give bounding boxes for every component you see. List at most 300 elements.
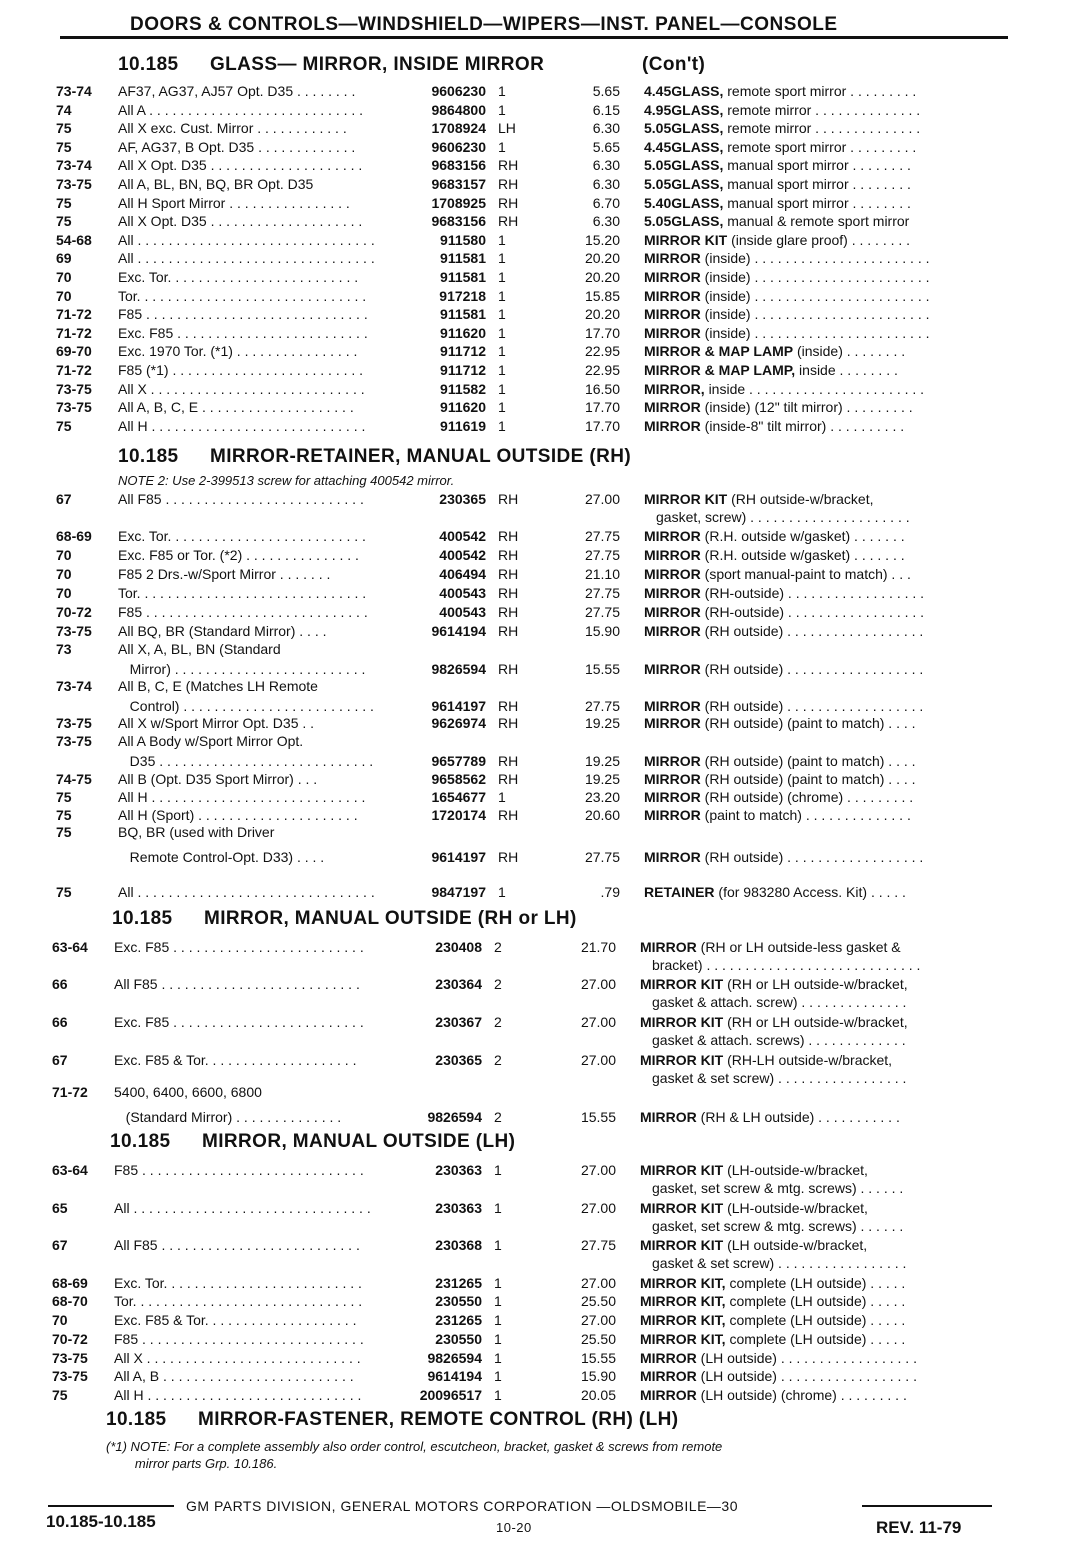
- row-application: Exc. F85 . . . . . . . . . . . . . . . . . . . . . . . . .: [114, 939, 364, 955]
- row-description-detail: manual sport mirror . . . . . . . .: [727, 176, 911, 192]
- row-description: [644, 490, 1004, 508]
- row-description-item: MIRROR: [644, 585, 701, 601]
- row-description: [644, 212, 1004, 230]
- row-description: [644, 287, 1004, 305]
- row-description-item: MIRROR: [644, 417, 701, 434]
- section-title: [106, 1409, 678, 1431]
- row-quantity: RH: [498, 194, 519, 211]
- row-year-range: 67: [52, 1052, 68, 1068]
- row-year-range: 75: [52, 1387, 68, 1403]
- row-year-range: 70: [56, 287, 72, 304]
- row-description: [640, 1236, 1004, 1254]
- row-description-item: MIRROR KIT,: [640, 1275, 726, 1291]
- row-year-range: 73-75: [56, 733, 92, 749]
- row-part-number: 230367: [435, 1014, 482, 1030]
- row-quantity: 2: [494, 1052, 502, 1068]
- row-price: 15.55: [580, 1350, 616, 1366]
- row-description: [644, 324, 1004, 342]
- row-description-detail: (R.H. outside w/gasket) . . . . . . .: [704, 528, 905, 544]
- row-description: [644, 660, 1004, 678]
- row-description: [644, 249, 1004, 267]
- row-application: Tor. . . . . . . . . . . . . . . . . . . . . . . . . . . . . .: [114, 1293, 363, 1309]
- row-price: 20.20: [584, 269, 620, 285]
- row-part-number: 230408: [435, 939, 482, 955]
- row-part-number: 9657789: [431, 753, 486, 769]
- row-quantity: 1: [494, 1275, 502, 1291]
- row-description: [644, 175, 1004, 193]
- footer-page-number: 10-20: [496, 1520, 532, 1535]
- row-quantity: RH: [498, 807, 519, 823]
- table-row: [0, 823, 1086, 842]
- row-application: All . . . . . . . . . . . . . . . . . . . . . . . . . . . . . . .: [118, 231, 375, 248]
- row-year-range: 73-75: [56, 715, 92, 731]
- row-application: AF37, AG37, AJ57 Opt. D35 . . . . . . . .: [118, 83, 356, 99]
- row-description: [644, 101, 1004, 119]
- row-description-item: MIRROR: [644, 287, 701, 304]
- section-title: [118, 446, 631, 468]
- row-description-item: 5.05GLASS,: [644, 213, 724, 230]
- row-price: 5.65: [592, 83, 620, 99]
- row-price: 27.00: [580, 1052, 616, 1068]
- row-application: All A, B . . . . . . . . . . . . . . . . . . . . . . . . .: [114, 1368, 354, 1384]
- row-description: [644, 268, 1004, 286]
- row-description-continuation: gasket & attach. screw) . . . . . . . . . . . . . .: [652, 994, 907, 1010]
- row-quantity: RH: [498, 176, 519, 192]
- row-part-number: 9683156: [431, 213, 486, 230]
- row-description-detail: complete (LH outside) . . . . .: [729, 1331, 906, 1347]
- row-description: [640, 1051, 1004, 1069]
- row-application: All F85 . . . . . . . . . . . . . . . . . . . . . . . . . .: [118, 491, 364, 507]
- table-row: [0, 175, 1086, 194]
- row-year-range: 75: [56, 807, 72, 823]
- section-title: [110, 1131, 515, 1153]
- row-description-detail: (RH outside) (paint to match) . . . .: [704, 771, 916, 787]
- table-row: [0, 1292, 1086, 1311]
- row-description-item: MIRROR: [644, 306, 701, 323]
- row-quantity: 1: [494, 1162, 502, 1178]
- footer-rule-right: [862, 1505, 992, 1507]
- row-description: [640, 1311, 1004, 1329]
- row-description-detail: (for 983280 Access. Kit) . . . . .: [718, 884, 906, 900]
- section-title-text: MIRROR-RETAINER, MANUAL OUTSIDE (RH): [210, 446, 632, 467]
- row-price: 17.70: [584, 399, 620, 416]
- row-price: 27.00: [580, 1162, 616, 1178]
- row-quantity: 1: [494, 1331, 502, 1347]
- section-note: (*1) NOTE: For a complete assembly also order control, escutcheon, bracket, gasket & screws from remote mirror parts Grp. 10.186.: [106, 1439, 723, 1471]
- row-description: [644, 342, 1004, 360]
- row-part-number: 1654677: [431, 789, 486, 805]
- row-application: Control) . . . . . . . . . . . . . . . . . . . . . . . . .: [118, 698, 374, 714]
- row-price: 21.70: [580, 939, 616, 955]
- row-description: [640, 1274, 1004, 1292]
- row-description-item: MIRROR KIT: [644, 491, 728, 507]
- row-quantity: 1: [494, 1387, 502, 1403]
- row-description: [644, 770, 1004, 788]
- row-description-item: MIRROR KIT: [640, 1200, 724, 1216]
- row-application: All H Sport Mirror . . . . . . . . . . . . . . . .: [118, 194, 350, 211]
- row-description-item: MIRROR: [644, 753, 701, 769]
- row-price: 6.30: [592, 213, 620, 230]
- row-part-number: 400543: [439, 585, 486, 601]
- row-part-number: 9614194: [427, 1368, 482, 1384]
- row-description-item: MIRROR: [644, 269, 701, 285]
- row-description-item: MIRROR: [644, 604, 701, 620]
- row-description-detail: (RH outside) (chrome) . . . . . . . . .: [704, 789, 914, 805]
- section-continued-label: (Con't): [642, 54, 706, 75]
- row-year-range: 75: [56, 194, 72, 211]
- footer-revision: REV. 11-79: [876, 1518, 962, 1537]
- row-application: All . . . . . . . . . . . . . . . . . . . . . . . . . . . . . . .: [118, 250, 375, 267]
- row-description-detail: (inside) . . . . . . . . . . . . . . . . . . . . . . .: [704, 306, 930, 323]
- row-part-number: 9864800: [431, 101, 486, 118]
- row-description-item: 5.05GLASS,: [644, 120, 724, 137]
- row-part-number: 9606230: [431, 83, 486, 99]
- row-description: [644, 622, 1004, 640]
- row-application: Remote Control-Opt. D33) . . . .: [118, 849, 325, 865]
- row-price: 27.00: [580, 1200, 616, 1216]
- row-description-detail: (RH & LH outside) . . . . . . . . . . .: [700, 1109, 900, 1125]
- row-description: [644, 883, 1004, 901]
- row-description-item: MIRROR: [644, 547, 701, 563]
- row-description-detail: (LH outside-w/bracket,: [727, 1237, 868, 1253]
- row-description-item: MIRROR KIT: [644, 231, 728, 248]
- table-row: [0, 1386, 1086, 1405]
- row-year-range: 73-74: [56, 157, 92, 174]
- table-row: [0, 324, 1086, 343]
- row-quantity: 1: [498, 101, 506, 118]
- row-price: 19.25: [584, 771, 620, 787]
- row-description-detail: remote mirror . . . . . . . . . . . . . .: [727, 120, 921, 137]
- row-quantity: RH: [498, 566, 519, 582]
- row-year-range: 70: [56, 269, 72, 285]
- section-title: [112, 908, 577, 930]
- row-part-number: 911619: [440, 417, 486, 434]
- row-description-continuation: gasket & attach. screws) . . . . . . . . . . . . .: [652, 1032, 906, 1048]
- row-year-range: 73: [56, 641, 72, 657]
- table-row: [0, 1274, 1086, 1293]
- row-part-number: 406494: [439, 566, 486, 582]
- row-price: 19.25: [584, 715, 620, 731]
- table-row: [0, 1236, 1086, 1255]
- table-row: [0, 975, 1086, 994]
- table-row: [0, 1051, 1086, 1070]
- table-row: [0, 1108, 1086, 1127]
- row-application: F85 . . . . . . . . . . . . . . . . . . . . . . . . . . . . .: [114, 1331, 364, 1347]
- row-part-number: 911620: [440, 399, 486, 416]
- row-description-detail: (RH outside) (paint to match) . . . .: [704, 715, 916, 731]
- row-application: (Standard Mirror) . . . . . . . . . . . . . .: [114, 1109, 342, 1125]
- row-application: All F85 . . . . . . . . . . . . . . . . . . . . . . . . . .: [114, 1237, 360, 1253]
- row-year-range: 69: [56, 250, 72, 267]
- row-description-item: MIRROR KIT: [640, 1052, 724, 1068]
- row-description-detail: remote mirror . . . . . . . . . . . . . .: [727, 101, 921, 118]
- row-year-range: 75: [56, 213, 72, 230]
- table-row: [0, 1083, 1086, 1102]
- row-price: 17.70: [584, 417, 620, 434]
- row-year-range: 67: [56, 491, 72, 507]
- row-quantity: RH: [498, 585, 519, 601]
- row-price: 27.00: [580, 1014, 616, 1030]
- table-row: [0, 883, 1086, 902]
- row-description-detail: (RH-outside) . . . . . . . . . . . . . . . . . .: [704, 585, 925, 601]
- row-year-range: 73-75: [52, 1350, 88, 1366]
- footer-group-range: 10.185-10.185: [46, 1512, 156, 1531]
- row-application: All X . . . . . . . . . . . . . . . . . . . . . . . . . . . .: [118, 380, 365, 397]
- row-description-detail: complete (LH outside) . . . . .: [729, 1293, 906, 1309]
- row-part-number: 9826594: [427, 1350, 482, 1366]
- row-description-detail: (RH-LH outside-w/bracket,: [727, 1052, 893, 1068]
- row-description-detail: (sport manual-paint to match) . . .: [704, 566, 911, 582]
- row-year-range: 73-75: [56, 176, 92, 192]
- row-price: 15.90: [580, 1368, 616, 1384]
- row-price: 15.55: [580, 1109, 616, 1125]
- row-application: F85 . . . . . . . . . . . . . . . . . . . . . . . . . . . . .: [118, 306, 368, 323]
- page-header-title: DOORS & CONTROLS—WINDSHIELD—WIPERS—INST. PANEL—CONSOLE: [130, 14, 838, 35]
- row-application: Exc. Tor. . . . . . . . . . . . . . . . . . . . . . . . . .: [118, 528, 366, 544]
- row-description: [644, 380, 1004, 398]
- row-part-number: 400542: [439, 528, 486, 544]
- row-description: [640, 1161, 1004, 1179]
- row-price: 6.30: [592, 157, 620, 174]
- row-part-number: 400542: [439, 547, 486, 563]
- row-description: [644, 546, 1004, 564]
- row-description-detail: remote sport mirror . . . . . . . . .: [727, 83, 917, 99]
- row-application: 5400, 6400, 6600, 6800: [114, 1084, 262, 1100]
- row-quantity: 2: [494, 1014, 502, 1030]
- row-description-detail: (LH outside) . . . . . . . . . . . . . . . . . .: [700, 1350, 917, 1366]
- row-description: [644, 565, 1004, 583]
- row-part-number: 9683156: [431, 157, 486, 174]
- row-year-range: 73-75: [52, 1368, 88, 1384]
- row-application: Tor. . . . . . . . . . . . . . . . . . . . . . . . . . . . . .: [118, 287, 367, 304]
- row-part-number: 911712: [440, 362, 486, 378]
- table-row: [0, 305, 1086, 324]
- section-title-text: MIRROR, MANUAL OUTSIDE (RH or LH): [204, 908, 577, 929]
- row-description: [644, 82, 1004, 100]
- row-description-continuation: gasket, set screw & mtg. screws) . . . . . .: [652, 1180, 904, 1196]
- row-description: [644, 603, 1004, 621]
- row-description: [644, 361, 1004, 379]
- row-price: .79: [600, 884, 620, 900]
- row-application: All . . . . . . . . . . . . . . . . . . . . . . . . . . . . . . .: [114, 1200, 371, 1216]
- row-description-detail: (RH outside) . . . . . . . . . . . . . . . . . .: [704, 849, 924, 865]
- row-description-detail: (RH outside) . . . . . . . . . . . . . . . . . .: [704, 661, 924, 677]
- row-year-range: 75: [56, 417, 72, 434]
- row-quantity: 2: [494, 976, 502, 992]
- row-description-detail: (LH-outside-w/bracket,: [727, 1162, 868, 1178]
- row-price: 27.00: [580, 1312, 616, 1328]
- row-description-detail: manual sport mirror . . . . . . . .: [727, 157, 911, 174]
- row-quantity: RH: [498, 661, 519, 677]
- row-part-number: 230550: [435, 1293, 482, 1309]
- row-quantity: 1: [498, 343, 506, 360]
- row-part-number: 230550: [435, 1331, 482, 1347]
- row-part-number: 9614197: [431, 698, 486, 714]
- row-application: Exc. F85 or Tor. (*2) . . . . . . . . . . . . . . .: [118, 547, 359, 563]
- row-description-item: MIRROR: [640, 1387, 697, 1403]
- row-application: Tor. . . . . . . . . . . . . . . . . . . . . . . . . . . . . .: [118, 585, 367, 601]
- row-year-range: 73-75: [56, 623, 92, 639]
- row-year-range: 73-75: [56, 399, 92, 416]
- row-description-continuation: gasket & set screw) . . . . . . . . . . . . . . . . .: [652, 1070, 907, 1086]
- table-row: [0, 268, 1086, 287]
- row-description-item: MIRROR KIT: [640, 1162, 724, 1178]
- row-quantity: 2: [494, 1109, 502, 1125]
- row-description-detail: (inside-8" tilt mirror) . . . . . . . . . .: [704, 417, 905, 434]
- row-year-range: 71-72: [56, 362, 92, 378]
- row-description: [644, 119, 1004, 137]
- row-description-detail: (LH-outside-w/bracket,: [727, 1200, 868, 1216]
- row-part-number: 911581: [440, 306, 486, 323]
- row-part-number: 230363: [435, 1200, 482, 1216]
- row-description-detail: (RH outside) (paint to match) . . . .: [704, 753, 916, 769]
- table-row: [0, 752, 1086, 771]
- row-description-detail: (inside) . . . . . . . . . . . . . . . . . . . . . . .: [704, 269, 930, 285]
- row-application: All A Body w/Sport Mirror Opt.: [118, 733, 304, 749]
- row-application: All BQ, BR (Standard Mirror) . . . .: [118, 623, 327, 639]
- row-part-number: 230363: [435, 1162, 482, 1178]
- table-row: [0, 1330, 1086, 1349]
- row-description: [640, 1367, 1004, 1385]
- row-description-item: MIRROR: [640, 1109, 697, 1125]
- row-price: 20.20: [584, 250, 620, 267]
- row-part-number: 231265: [435, 1275, 482, 1291]
- row-description-detail: (R.H. outside w/gasket) . . . . . . .: [704, 547, 905, 563]
- row-year-range: 70: [56, 547, 72, 563]
- row-application: Exc. F85 . . . . . . . . . . . . . . . . . . . . . . . . .: [118, 324, 368, 341]
- row-application: Exc. F85 . . . . . . . . . . . . . . . . . . . . . . . . .: [114, 1014, 364, 1030]
- row-quantity: 1: [498, 231, 506, 248]
- table-row: [0, 1349, 1086, 1368]
- row-application: All H (Sport) . . . . . . . . . . . . . . . . . . . . .: [118, 807, 358, 823]
- row-price: 15.90: [584, 623, 620, 639]
- row-quantity: 1: [494, 1200, 502, 1216]
- row-price: 20.05: [580, 1387, 616, 1403]
- row-description-detail: (paint to match) . . . . . . . . . . . . . .: [704, 807, 911, 823]
- row-description-continuation: bracket) . . . . . . . . . . . . . . . . . . . . . . . . . . . .: [652, 957, 921, 973]
- row-description-detail: (RH outside) . . . . . . . . . . . . . . . . . .: [704, 623, 924, 639]
- table-row: [0, 677, 1086, 696]
- row-application: Exc. F85 & Tor. . . . . . . . . . . . . . . . . . . .: [114, 1312, 357, 1328]
- row-application: All . . . . . . . . . . . . . . . . . . . . . . . . . . . . . . .: [118, 884, 375, 900]
- table-row: [0, 342, 1086, 361]
- row-application: All A, BL, BN, BQ, BR Opt. D35: [118, 176, 314, 192]
- row-quantity: 1: [498, 250, 506, 267]
- row-description-detail: inside . . . . . . . .: [799, 362, 898, 378]
- row-part-number: 400543: [439, 604, 486, 620]
- row-part-number: 230364: [435, 976, 482, 992]
- table-row: [0, 788, 1086, 807]
- row-description-detail: complete (LH outside) . . . . .: [729, 1312, 906, 1328]
- table-row: [0, 212, 1086, 231]
- row-price: 27.75: [584, 849, 620, 865]
- row-description-item: MIRROR: [644, 528, 701, 544]
- table-row: [0, 490, 1086, 509]
- row-part-number: 9683157: [431, 176, 486, 192]
- row-year-range: 73-74: [56, 83, 92, 99]
- row-year-range: 74-75: [56, 771, 92, 787]
- row-price: 20.60: [584, 807, 620, 823]
- row-year-range: 75: [56, 138, 72, 155]
- row-year-range: 66: [52, 1014, 68, 1030]
- row-description-item: MIRROR: [644, 566, 701, 582]
- row-part-number: 1708925: [431, 194, 486, 211]
- row-part-number: 917218: [439, 287, 486, 304]
- row-part-number: 9614197: [431, 849, 486, 865]
- row-year-range: 70: [56, 566, 72, 582]
- table-row: [0, 156, 1086, 175]
- table-row: [0, 622, 1086, 641]
- row-quantity: 1: [498, 306, 506, 323]
- row-year-range: 71-72: [56, 306, 92, 323]
- row-description-item: MIRROR: [644, 715, 701, 731]
- row-description-item: 4.45GLASS,: [644, 83, 724, 99]
- row-quantity: 1: [498, 417, 506, 434]
- section-title: [118, 54, 544, 76]
- row-year-range: 75: [56, 789, 72, 805]
- row-price: 27.75: [580, 1237, 616, 1253]
- row-year-range: 68-69: [52, 1275, 88, 1291]
- row-description: [640, 1386, 1004, 1404]
- row-part-number: 9826594: [431, 661, 486, 677]
- row-price: 27.75: [584, 528, 620, 544]
- row-part-number: 9826594: [427, 1109, 482, 1125]
- row-year-range: 70: [52, 1312, 68, 1328]
- table-row: [0, 848, 1086, 867]
- row-application: All B (Opt. D35 Sport Mirror) . . .: [118, 771, 318, 787]
- row-description-detail: (RH or LH outside-w/bracket,: [727, 1014, 908, 1030]
- row-quantity: LH: [498, 120, 516, 137]
- row-description: [644, 398, 1004, 416]
- row-part-number: 911582: [440, 380, 486, 397]
- row-application: All X, A, BL, BN (Standard: [118, 641, 281, 657]
- row-part-number: 230365: [439, 491, 486, 507]
- section-note: NOTE 2: Use 2-399513 screw for attaching 400542 mirror.: [118, 473, 455, 488]
- footer-division-line: GM PARTS DIVISION, GENERAL MOTORS CORPORATION —OLDSMOBILE—30: [186, 1498, 738, 1514]
- row-quantity: 1: [498, 324, 506, 341]
- row-description-item: MIRROR KIT: [640, 1014, 724, 1030]
- table-row: [0, 770, 1086, 789]
- footer-rule-left: [48, 1505, 174, 1507]
- table-row: [0, 380, 1086, 399]
- row-quantity: 1: [494, 1350, 502, 1366]
- row-price: 27.75: [584, 547, 620, 563]
- row-quantity: 1: [498, 884, 506, 900]
- row-quantity: RH: [498, 771, 519, 787]
- row-application: F85 . . . . . . . . . . . . . . . . . . . . . . . . . . . . .: [114, 1162, 364, 1178]
- table-row: [0, 287, 1086, 306]
- row-description-detail: (inside) . . . . . . . . . . . . . . . . . . . . . . .: [704, 250, 930, 267]
- row-application: F85 2 Drs.-w/Sport Mirror . . . . . . .: [118, 566, 331, 582]
- row-description: [644, 194, 1004, 212]
- row-description-continuation: gasket, set screw & mtg. screws) . . . . . .: [652, 1218, 904, 1234]
- row-year-range: 68-70: [52, 1293, 88, 1309]
- row-quantity: RH: [498, 213, 519, 230]
- row-year-range: 65: [52, 1200, 68, 1216]
- row-price: 27.75: [584, 604, 620, 620]
- row-quantity: RH: [498, 698, 519, 714]
- row-description-detail: (RH or LH outside-less gasket &: [700, 939, 901, 955]
- row-price: 15.85: [584, 287, 620, 304]
- table-row: [0, 565, 1086, 584]
- row-description-item: MIRROR: [644, 771, 701, 787]
- row-price: 16.50: [584, 380, 620, 397]
- row-part-number: 230365: [435, 1052, 482, 1068]
- row-part-number: 911581: [440, 250, 486, 267]
- row-application: Exc. 1970 Tor. (*1) . . . . . . . . . . . . . . . .: [118, 343, 358, 360]
- row-year-range: 75: [56, 824, 72, 840]
- row-application: All H . . . . . . . . . . . . . . . . . . . . . . . . . . . .: [118, 417, 366, 434]
